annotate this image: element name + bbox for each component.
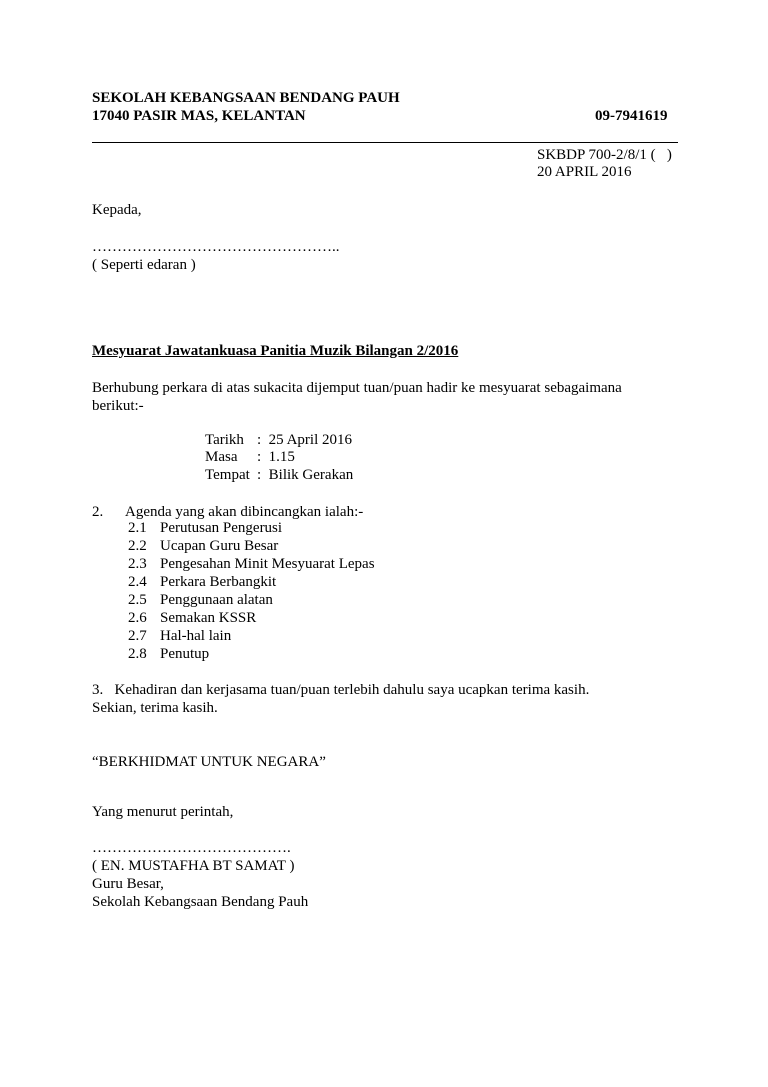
detail-label-tarikh: Tarikh (205, 432, 244, 448)
letter-subject: Mesyuarat Jawatankuasa Panitia Muzik Bilangan 2/2016 (92, 343, 459, 359)
agenda-item (128, 609, 256, 627)
header-divider (92, 142, 678, 143)
school-name: SEKOLAH KEBANGSAAN BENDANG PAUH (92, 90, 400, 106)
agenda-item-number: 2.2 (128, 538, 147, 554)
detail-value-tempat: : Bilik Gerakan (257, 467, 354, 483)
signatory-school: Sekolah Kebangsaan Bendang Pauh (92, 894, 309, 910)
signature-dots: …………………………………. (92, 840, 291, 856)
detail-label-masa: Masa (205, 449, 238, 465)
agenda-item-text: Pengesahan Minit Mesyuarat Lepas (160, 556, 375, 572)
detail-value-tarikh: : 25 April 2016 (257, 432, 353, 448)
agenda-item (128, 627, 231, 645)
agenda-item-number: 2.8 (128, 646, 147, 662)
agenda-item-text: Perutusan Pengerusi (160, 520, 283, 536)
closing-line-2: Sekian, terima kasih. (92, 700, 218, 716)
agenda-item (128, 519, 282, 537)
agenda-heading-number: 2. (92, 504, 104, 520)
agenda-item-text: Semakan KSSR (160, 610, 257, 626)
recipient-dots: ………………………………………….. (92, 239, 340, 255)
agenda-item-text: Penutup (160, 646, 210, 662)
agenda-item-number: 2.1 (128, 520, 147, 536)
detail-value-masa: : 1.15 (257, 449, 295, 465)
agenda-item-number: 2.5 (128, 592, 147, 608)
agenda-item (128, 645, 209, 663)
reference-number: SKBDP 700-2/8/1 ( ) (537, 147, 672, 163)
intro-line-2: berikut:- (92, 398, 144, 414)
agenda-item-number: 2.4 (128, 574, 147, 590)
intro-line-1: Berhubung perkara di atas sukacita dijemput tuan/puan hadir ke mesyuarat sebagaimana (92, 380, 622, 396)
school-address: 17040 PASIR MAS, KELANTAN (92, 108, 306, 124)
closing-line-1: 3. Kehadiran dan kerjasama tuan/puan terlebih dahulu saya ucapkan terima kasih. (92, 682, 590, 698)
agenda-item-text: Ucapan Guru Besar (160, 538, 279, 554)
agenda-item-text: Penggunaan alatan (160, 592, 273, 608)
closing-salutation: Yang menurut perintah, (92, 804, 234, 820)
signatory-title: Guru Besar, (92, 876, 164, 892)
detail-label-tempat: Tempat (205, 467, 250, 483)
salutation: Kepada, (92, 202, 142, 218)
letter-date: 20 APRIL 2016 (537, 164, 632, 180)
school-phone: 09-7941619 (595, 108, 668, 124)
agenda-item-number: 2.6 (128, 610, 147, 626)
agenda-item-text: Perkara Berbangkit (160, 574, 277, 590)
agenda-item-text: Hal-hal lain (160, 628, 232, 644)
motto: “BERKHIDMAT UNTUK NEGARA” (92, 754, 326, 770)
signatory-name: ( EN. MUSTAFHA BT SAMAT ) (92, 858, 295, 874)
agenda-item-number: 2.3 (128, 556, 147, 572)
agenda-heading: Agenda yang akan dibincangkan ialah:- (125, 504, 364, 520)
agenda-item (128, 573, 276, 591)
agenda-item-number: 2.7 (128, 628, 147, 644)
recipient-note: ( Seperti edaran ) (92, 257, 196, 273)
agenda-item (128, 591, 273, 609)
agenda-item (128, 537, 278, 555)
agenda-item (128, 555, 375, 573)
